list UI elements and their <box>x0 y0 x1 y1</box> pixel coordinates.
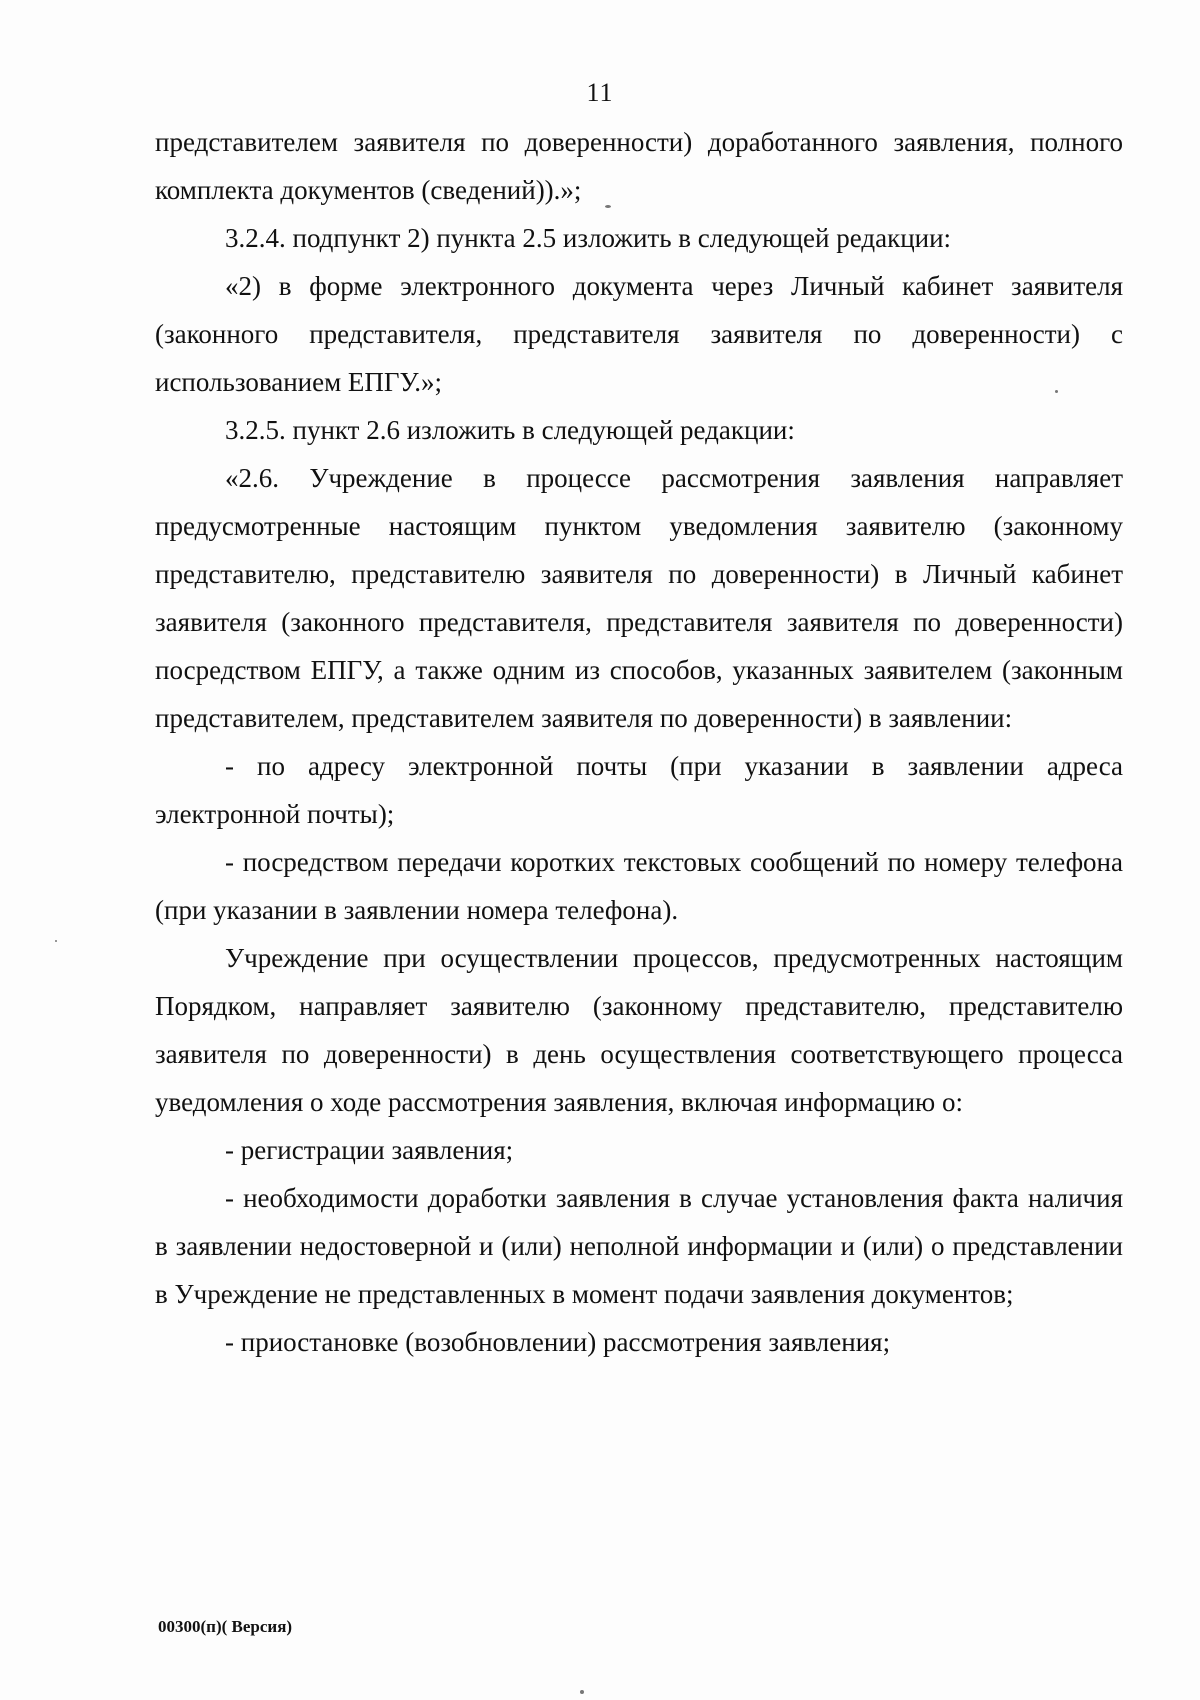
list-item: - приостановке (возобновлении) рассмотрения заявления; <box>225 1327 891 1357</box>
scan-speck <box>1055 390 1058 393</box>
document-body <box>155 118 1123 1366</box>
paragraph: «2.6. Учреждение в процессе рассмотрения заявления направляет предусмотренные настоящим пунктом уведомления заявителю (законному представителю, представителю заявителя по доверенности) в Личный кабинет заявителя (законного представителя, представителя заявителя по доверенности) посредством ЕПГУ, а также одним из способов, указанных заявителем (законным представителем, представителем заявителя по доверенности) в заявлении: <box>155 463 1123 733</box>
paragraph: Учреждение при осуществлении процессов, предусмотренных настоящим Порядком, направляет заявителю (законному представителю, представителю заявителя по доверенности) в день осуществления соответствующего процесса уведомления о ходе рассмотрения заявления, включая информацию о: <box>155 943 1123 1117</box>
list-item: - посредством передачи коротких текстовых сообщений по номеру телефона (при указании в заявлении номера телефона). <box>155 847 1123 925</box>
scan-speck <box>55 940 57 942</box>
paragraph: 3.2.4. подпункт 2) пункта 2.5 изложить в следующей редакции: <box>225 223 952 253</box>
document-footer-code: 00300(п)( Версия) <box>158 1617 293 1636</box>
scan-speck <box>605 205 611 208</box>
scan-speck <box>580 1690 584 1694</box>
list-item: - по адресу электронной почты (при указании в заявлении адреса электронной почты); <box>155 751 1123 829</box>
list-item: - регистрации заявления; <box>225 1135 514 1165</box>
paragraph: «2) в форме электронного документа через Личный кабинет заявителя (законного представителя, представителя заявителя по доверенности) с использованием ЕПГУ.»; <box>155 271 1123 397</box>
paragraph: представителем заявителя по доверенности) доработанного заявления, полного комплекта документов (сведений)).»; <box>155 127 1123 205</box>
page-number: 11 <box>586 78 614 107</box>
paragraph: 3.2.5. пункт 2.6 изложить в следующей редакции: <box>225 415 795 445</box>
list-item: - необходимости доработки заявления в случае установления факта наличия в заявлении недостоверной и (или) неполной информации и (или) о представлении в Учреждение не представленных в момент подачи заявления документов; <box>155 1183 1123 1309</box>
